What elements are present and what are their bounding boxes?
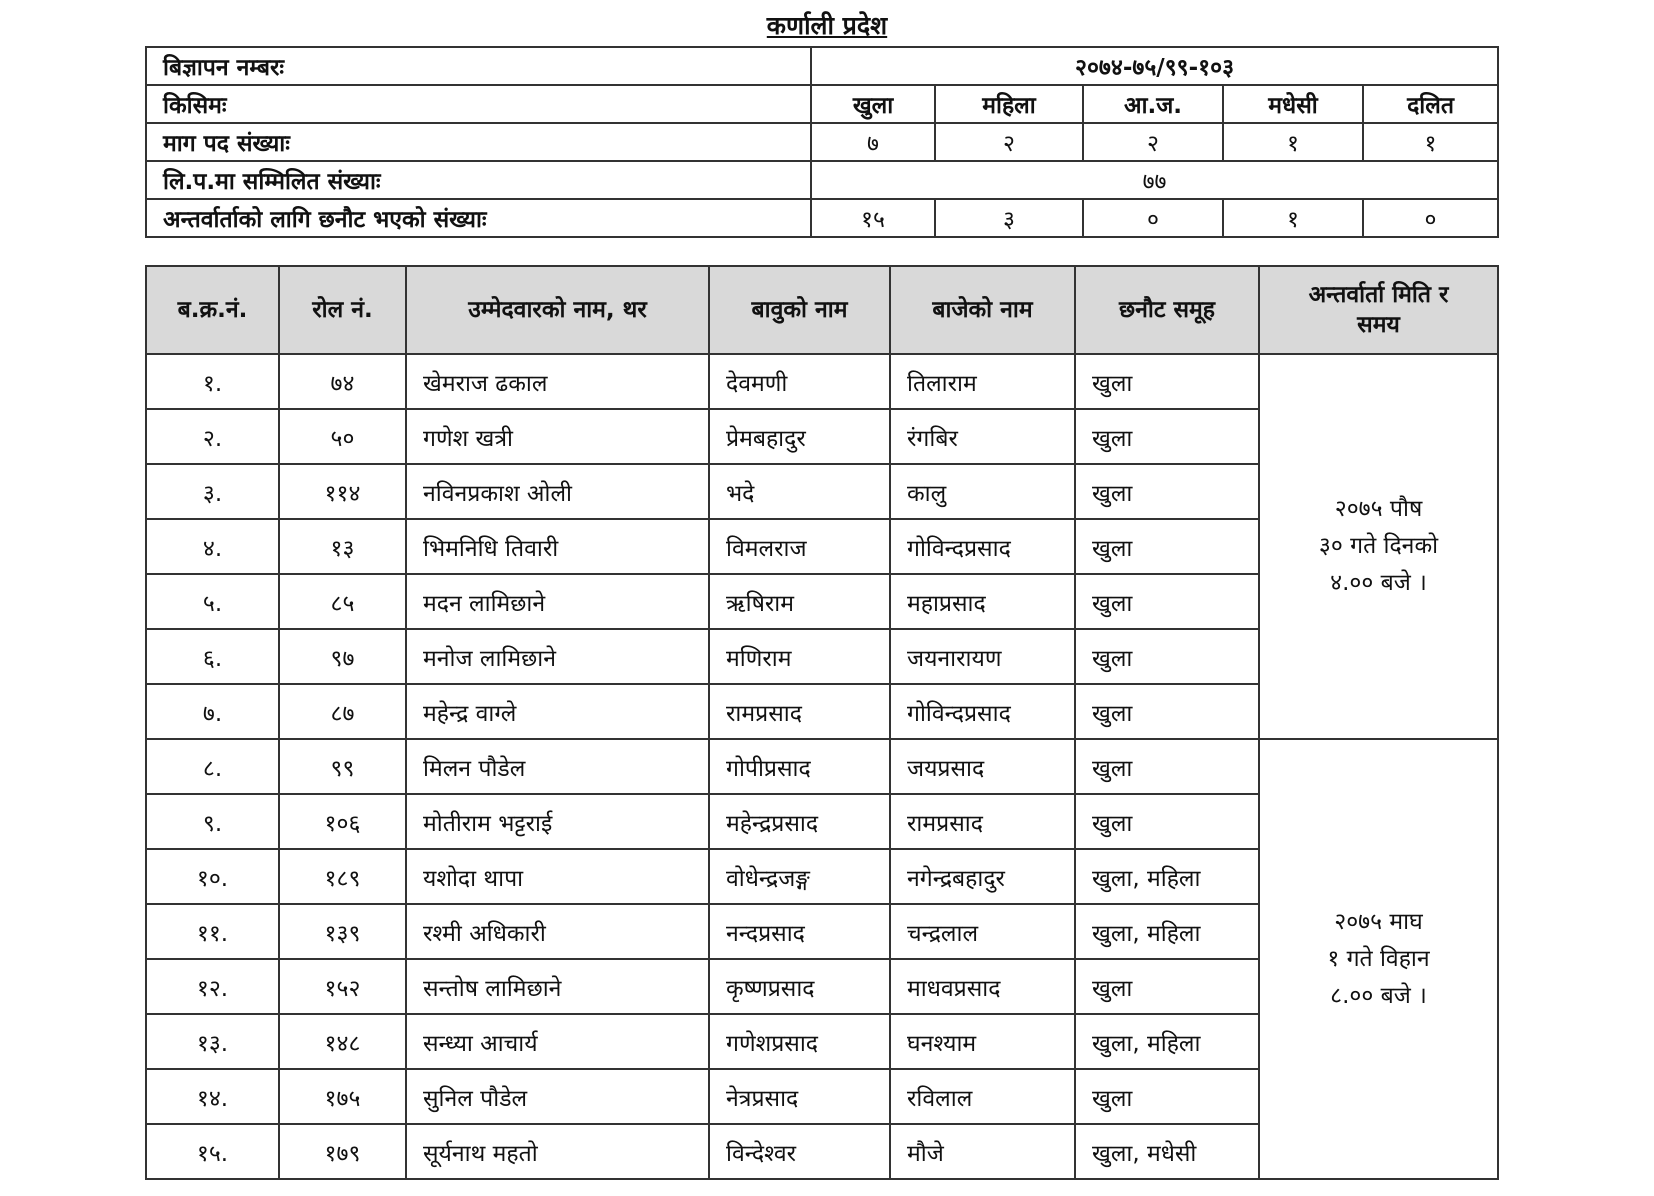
serial-cell: १४.	[146, 1069, 279, 1124]
candidate-table	[145, 265, 1499, 1180]
father-name-cell: भदे	[709, 464, 890, 519]
written-exam-count: ७७	[811, 161, 1498, 199]
type-women: महिला	[935, 85, 1083, 123]
grandfather-name-cell: नगेन्द्रबहादुर	[890, 849, 1075, 904]
roll-cell: १७९	[279, 1124, 406, 1179]
interview-schedule-line: २०७५ माघ	[1334, 908, 1423, 935]
selected-open: १५	[811, 199, 935, 237]
roll-cell: १७५	[279, 1069, 406, 1124]
serial-cell: २.	[146, 409, 279, 464]
header-father-name: बावुको नाम	[709, 266, 890, 354]
serial-cell: १५.	[146, 1124, 279, 1179]
written-exam-label: लि.प.मा सम्मिलित संख्याः	[146, 161, 811, 199]
selection-group-cell: खुला	[1075, 409, 1259, 464]
grandfather-name-cell: गोविन्दप्रसाद	[890, 684, 1075, 739]
type-open: खुला	[811, 85, 935, 123]
father-name-cell: मणिराम	[709, 629, 890, 684]
selection-group-cell: खुला	[1075, 684, 1259, 739]
header-candidate-name: उम्मेदवारको नाम, थर	[406, 266, 709, 354]
posts-women: २	[935, 123, 1083, 161]
table-row	[146, 739, 1498, 794]
serial-cell: ३.	[146, 464, 279, 519]
selection-group-cell: खुला	[1075, 354, 1259, 409]
type-dalit: दलित	[1363, 85, 1498, 123]
candidate-name-cell: भिमनिधि तिवारी	[406, 519, 709, 574]
type-indigenous: आ.ज.	[1083, 85, 1223, 123]
header-roll: रोल नं.	[279, 266, 406, 354]
father-name-cell: देवमणी	[709, 354, 890, 409]
father-name-cell: महेन्द्रप्रसाद	[709, 794, 890, 849]
posts-open: ७	[811, 123, 935, 161]
interview-schedule-line: ३० गते दिनको	[1318, 533, 1439, 559]
father-name-cell: कृष्णप्रसाद	[709, 959, 890, 1014]
grandfather-name-cell: रविलाल	[890, 1069, 1075, 1124]
page-title: कर्णाली प्रदेश	[766, 11, 888, 40]
candidate-name-cell: सन्ध्या आचार्य	[406, 1014, 709, 1069]
serial-cell: १.	[146, 354, 279, 409]
roll-cell: ११४	[279, 464, 406, 519]
selection-group-cell: खुला, महिला	[1075, 1014, 1259, 1069]
posts-dalit: १	[1363, 123, 1498, 161]
grandfather-name-cell: रामप्रसाद	[890, 794, 1075, 849]
serial-cell: १३.	[146, 1014, 279, 1069]
selection-group-cell: खुला	[1075, 464, 1259, 519]
father-name-cell: गणेशप्रसाद	[709, 1014, 890, 1069]
grandfather-name-cell: जयप्रसाद	[890, 739, 1075, 794]
serial-cell: ६.	[146, 629, 279, 684]
candidate-name-cell: सूर्यनाथ महतो	[406, 1124, 709, 1179]
written-exam-row	[146, 161, 1498, 199]
posts-indigenous: २	[1083, 123, 1223, 161]
candidate-name-cell: सन्तोष लामिछाने	[406, 959, 709, 1014]
grandfather-name-cell: महाप्रसाद	[890, 574, 1075, 629]
selected-madhesi: १	[1223, 199, 1363, 237]
candidate-name-cell: नविनप्रकाश ओली	[406, 464, 709, 519]
posts-madhesi: १	[1223, 123, 1363, 161]
selection-group-cell: खुला, महिला	[1075, 904, 1259, 959]
father-name-cell: विमलराज	[709, 519, 890, 574]
advertisement-info-table	[145, 46, 1499, 238]
posts-label: माग पद संख्याः	[146, 123, 811, 161]
father-name-cell: नन्दप्रसाद	[709, 904, 890, 959]
roll-cell: ७४	[279, 354, 406, 409]
father-name-cell: नेत्रप्रसाद	[709, 1069, 890, 1124]
grandfather-name-cell: चन्द्रलाल	[890, 904, 1075, 959]
selection-group-cell: खुला	[1075, 629, 1259, 684]
interview-schedule-line: ८.०० बजे ।	[1330, 982, 1427, 1009]
advertisement-label: बिज्ञापन नम्बरः	[146, 47, 811, 85]
candidate-name-cell: मदन लामिछाने	[406, 574, 709, 629]
serial-cell: ८.	[146, 739, 279, 794]
candidate-name-cell: रश्मी अधिकारी	[406, 904, 709, 959]
serial-cell: ९.	[146, 794, 279, 849]
selection-group-cell: खुला	[1075, 959, 1259, 1014]
grandfather-name-cell: तिलाराम	[890, 354, 1075, 409]
type-label: किसिमः	[146, 85, 811, 123]
candidate-name-cell: मिलन पौडेल	[406, 739, 709, 794]
header-interview-time: अन्तर्वार्ता मिति र समय	[1259, 266, 1498, 354]
table-row	[146, 354, 1498, 409]
roll-cell: ८७	[279, 684, 406, 739]
grandfather-name-cell: रंगबिर	[890, 409, 1075, 464]
candidate-name-cell: खेमराज ढकाल	[406, 354, 709, 409]
father-name-cell: गोपीप्रसाद	[709, 739, 890, 794]
interview-schedule-line: ४.०० बजे ।	[1330, 570, 1427, 596]
interview-schedule-line: १ गते विहान	[1327, 945, 1430, 972]
candidate-name-cell: सुनिल पौडेल	[406, 1069, 709, 1124]
roll-cell: ९९	[279, 739, 406, 794]
serial-cell: ७.	[146, 684, 279, 739]
roll-cell: १०६	[279, 794, 406, 849]
father-name-cell: विन्देश्वर	[709, 1124, 890, 1179]
roll-cell: १३	[279, 519, 406, 574]
selection-group-cell: खुला	[1075, 1069, 1259, 1124]
type-madhesi: मधेसी	[1223, 85, 1363, 123]
advertisement-row	[146, 47, 1498, 85]
father-name-cell: ऋषिराम	[709, 574, 890, 629]
advertisement-number: २०७४-७५/९९-१०३	[811, 47, 1498, 85]
serial-cell: १०.	[146, 849, 279, 904]
serial-cell: ५.	[146, 574, 279, 629]
grandfather-name-cell: गोविन्दप्रसाद	[890, 519, 1075, 574]
candidate-name-cell: यशोदा थापा	[406, 849, 709, 904]
header-grandfather-name: बाजेको नाम	[890, 266, 1075, 354]
posts-row	[146, 123, 1498, 161]
selection-group-cell: खुला, मधेसी	[1075, 1124, 1259, 1179]
roll-cell: ९७	[279, 629, 406, 684]
roll-cell: १३९	[279, 904, 406, 959]
selection-group-cell: खुला	[1075, 739, 1259, 794]
serial-cell: १२.	[146, 959, 279, 1014]
selection-group-cell: खुला	[1075, 794, 1259, 849]
selection-group-cell: खुला	[1075, 519, 1259, 574]
candidate-name-cell: मोतीराम भट्टराई	[406, 794, 709, 849]
interview-schedule-cell	[1259, 354, 1498, 739]
roll-cell: १८९	[279, 849, 406, 904]
father-name-cell: प्रेमबहादुर	[709, 409, 890, 464]
selected-row	[146, 199, 1498, 237]
grandfather-name-cell: घनश्याम	[890, 1014, 1075, 1069]
father-name-cell: वोधेन्द्रजङ्ग	[709, 849, 890, 904]
interview-schedule-line: २०७५ पौष	[1334, 496, 1423, 522]
grandfather-name-cell: जयनारायण	[890, 629, 1075, 684]
selection-group-cell: खुला, महिला	[1075, 849, 1259, 904]
grandfather-name-cell: मौजे	[890, 1124, 1075, 1179]
roll-cell: ८५	[279, 574, 406, 629]
selected-dalit: ०	[1363, 199, 1498, 237]
selected-women: ३	[935, 199, 1083, 237]
father-name-cell: रामप्रसाद	[709, 684, 890, 739]
serial-cell: ४.	[146, 519, 279, 574]
grandfather-name-cell: कालु	[890, 464, 1075, 519]
grandfather-name-cell: माधवप्रसाद	[890, 959, 1075, 1014]
candidate-name-cell: महेन्द्र वाग्ले	[406, 684, 709, 739]
header-serial: ब.क्र.नं.	[146, 266, 279, 354]
serial-cell: ११.	[146, 904, 279, 959]
selected-label: अन्तर्वार्ताको लागि छनौट भएको संख्याः	[146, 199, 811, 237]
type-row	[146, 85, 1498, 123]
selection-group-cell: खुला	[1075, 574, 1259, 629]
roll-cell: ५०	[279, 409, 406, 464]
candidate-name-cell: मनोज लामिछाने	[406, 629, 709, 684]
interview-schedule-cell	[1259, 739, 1498, 1179]
header-selection-group: छनौट समूह	[1075, 266, 1259, 354]
table-header-row	[146, 266, 1498, 354]
candidate-name-cell: गणेश खत्री	[406, 409, 709, 464]
selected-indigenous: ०	[1083, 199, 1223, 237]
roll-cell: १४८	[279, 1014, 406, 1069]
roll-cell: १५२	[279, 959, 406, 1014]
